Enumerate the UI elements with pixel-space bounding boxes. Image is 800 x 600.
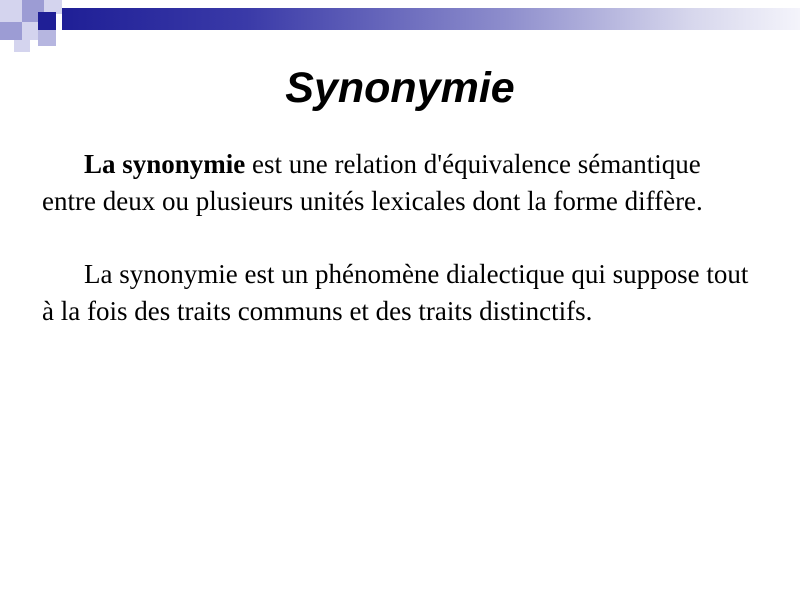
- slide-body: [42, 146, 754, 366]
- slide-title: Synonymie: [285, 64, 515, 112]
- decor-square: [38, 30, 56, 46]
- decor-square: [0, 0, 22, 22]
- paragraph-dialectic: [42, 256, 754, 330]
- decor-square: [14, 40, 30, 52]
- bold-term: La synonymie: [84, 149, 246, 179]
- paragraph-definition: [42, 146, 754, 220]
- paragraph-text: est une relation d'équivalence sémantique entre deux ou plusieurs unités lexicales dont la forme diffère.: [42, 149, 703, 216]
- paragraph-text: La synonymie est un phénomène dialectique qui suppose tout à la fois des traits communs et des traits distinctifs.: [42, 259, 749, 326]
- decor-square: [0, 22, 22, 40]
- header-gradient-bar: [62, 8, 800, 30]
- decor-square: [22, 22, 38, 40]
- decor-square: [38, 12, 56, 30]
